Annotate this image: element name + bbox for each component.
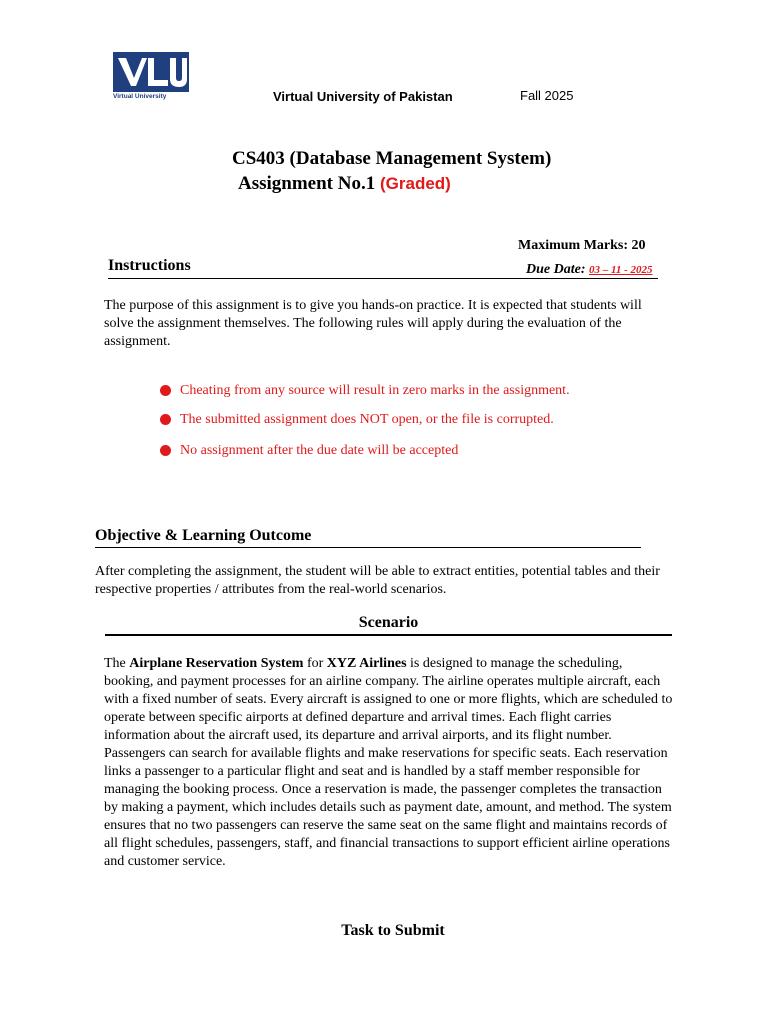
objective-text: After completing the assignment, the student will be able to extract entities, potential tables and their respective properties / attributes from the real-world scenarios.	[95, 564, 660, 597]
assignment-title	[238, 173, 451, 195]
maximum-marks: Maximum Marks: 20	[518, 238, 646, 253]
objective-divider	[95, 547, 641, 548]
due-date-value: 03 – 11 - 2025	[589, 264, 653, 276]
company-name: XYZ Airlines	[326, 656, 407, 671]
rule-item: Cheating from any source will result in zero marks in the assignment.	[160, 381, 622, 400]
scenario-text: The Airplane Reservation System for XYZ Airlines is designed to manage the scheduling, booking, and payment processes for an airline company. The airline operates multiple aircraft, each with a fixed number of seats. Every aircraft is assigned to one or more flights, which are scheduled to operate between specific airports at defined departure and arrival times. Each flight carries information about the aircraft used, its departure and arrival airports, and its flight number. Passengers can search for available flights and make reservations for specific seats. Each reservation links a passenger to a particular flight and seat and is handled by a staff member responsible for managing the booking process. Once a reservation is made, the passenger completes the transaction by making a payment, which includes details such as payment date, amount, and method. The system ensures that no two passengers can reserve the same seat on the same flight and maintains records of all flight schedules, passengers, staff, and financial transactions to support efficient airline operations and customer service.	[104, 656, 673, 869]
instructions-intro: The purpose of this assignment is to give you hands-on practice. It is expected that students will solve the assignment themselves. The following rules will apply during the evaluation of the assignment.	[104, 298, 642, 349]
rule-item: The submitted assignment does NOT open, or the file is corrupted.	[160, 410, 622, 429]
assignment-number: Assignment No.1	[238, 173, 376, 194]
bullet-dot-icon	[160, 445, 171, 456]
vu-logo-mark	[113, 52, 189, 92]
instructions-divider	[108, 278, 658, 279]
scenario-heading: Scenario	[358, 614, 419, 631]
bullet-dot-icon	[160, 385, 171, 396]
bullet-dot-icon	[160, 414, 171, 425]
rules-list	[160, 381, 622, 460]
system-name: Airplane Reservation System	[129, 656, 304, 671]
due-date-label: Due Date:	[526, 262, 586, 277]
due-date	[526, 262, 653, 278]
vu-logo	[113, 52, 189, 102]
term-label: Fall 2025	[520, 88, 574, 103]
rule-item: No assignment after the due date will be accepted	[160, 441, 622, 460]
university-name: Virtual University of Pakistan	[273, 89, 453, 104]
task-heading: Task to Submit	[341, 922, 445, 939]
vu-logo-tagline: Virtual University	[113, 93, 167, 100]
course-title: CS403 (Database Management System)	[232, 148, 552, 169]
graded-label: (Graded)	[379, 174, 451, 193]
objective-heading: Objective & Learning Outcome	[95, 527, 312, 544]
instructions-heading: Instructions	[108, 257, 191, 274]
vu-logo-glyph	[113, 52, 189, 92]
scenario-divider	[105, 634, 672, 636]
